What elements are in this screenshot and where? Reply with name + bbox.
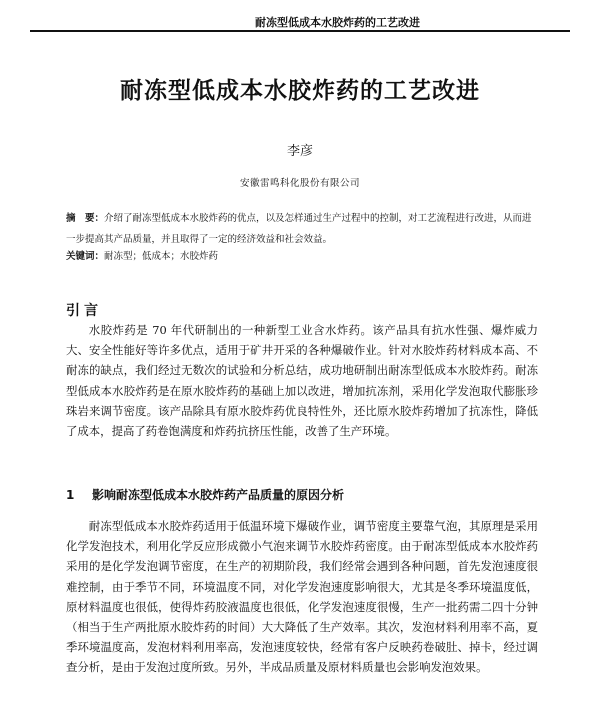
- abstract-text: 介绍了耐冻型低成本水胶炸药的优点，以及怎样通过生产过程中的控制，对工艺流程进行改进，从而进一步提高其产品质量，并且取得了一定的经济效益和社会效益。: [66, 213, 532, 245]
- keywords-text: 耐冻型；低成本；水胶炸药: [104, 251, 219, 262]
- keywords: [66, 250, 536, 264]
- section-heading-1: [66, 486, 344, 503]
- intro-paragraph: 水胶炸药是 70 年代研制出的一种新型工业含水炸药。该产品具有抗水性强、爆炸威力大、安全性能好等许多优点，适用于矿井开采的各种爆破作业。针对水胶炸药材料成本高、不耐冻的缺点，我们经过无数次的试验和分析总结，成功地研制出耐冻型低成本水胶炸药。耐冻型低成本水胶炸药是在原水胶炸药的基础上加以改进，增加抗冻剂，采用化学发泡取代膨胀珍珠岩来调节密度。该产品除具有原水胶炸药优良特性外，还比原水胶炸药增加了抗冻性，降低了成本，提高了药卷饱满度和炸药抗挤压性能，改善了生产环境。: [66, 323, 538, 439]
- section-title: 影响耐冻型低成本水胶炸药产品质量的原因分析: [92, 488, 345, 502]
- running-header: 耐冻型低成本水胶炸药的工艺改进: [30, 16, 570, 32]
- keywords-label: 关键词：: [66, 251, 105, 262]
- author-affiliation: 安徽雷鸣科化股份有限公司: [239, 178, 360, 189]
- section-1-paragraph: 耐冻型低成本水胶炸药适用于低温环境下爆破作业，调节密度主要靠气泡，其原理是采用化学发泡技术，利用化学反应形成微小气泡来调节水胶炸药密度。由于耐冻型低成本水胶炸药采用的是化学发泡调节密度，在生产的初期阶段，我们经常会遇到各种问题，首先发泡速度很难控制，由于季节不同，环境温度不同，对化学发泡速度影响很大，尤其是冬季环境温度低，原材料温度也很低，使得炸药胶液温度也很低，化学发泡速度很慢，生产一批药需二四十分钟（相当于生产两批原水胶炸药的时间）大大降低了生产效率。其次，发泡材料利用率不高，夏季环境温度高，发泡材料利用率高，发泡速度较快，经常有客户反映药卷破肚、掉卡，经过调查分析，是由于发泡过度所致。另外，半成品质量及原材料质量也会影响发泡效果。: [66, 519, 538, 675]
- section-heading-intro: 引言: [66, 303, 102, 319]
- abstract: [66, 208, 536, 250]
- abstract-label: 摘 要：: [66, 213, 105, 224]
- author-name: 李彦: [286, 144, 313, 159]
- page-title: 耐冻型低成本水胶炸药的工艺改进: [120, 78, 480, 104]
- section-number: 1: [66, 488, 75, 502]
